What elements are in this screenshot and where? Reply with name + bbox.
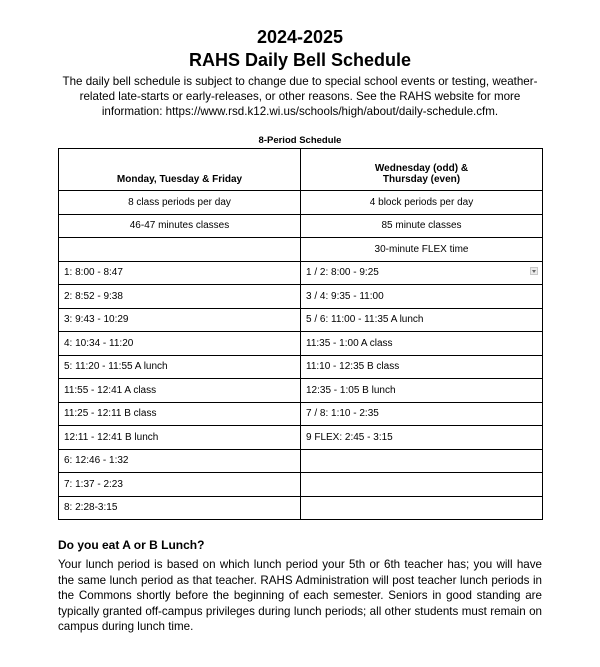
table-row [59, 285, 543, 309]
table-row [59, 238, 543, 262]
cell-wth: 11:35 - 1:00 A class [301, 332, 543, 356]
dropdown-arrow-icon[interactable] [530, 267, 538, 275]
table-header-row [59, 149, 543, 191]
cell-wth: 11:10 - 12:35 B class [301, 355, 543, 379]
table-row [59, 191, 543, 215]
cell-mtf: 46-47 minutes classes [59, 214, 301, 238]
table-caption: 8-Period Schedule [258, 135, 342, 146]
cell-wth: 5 / 6: 11:00 - 11:35 A lunch [301, 308, 543, 332]
cell-mtf [59, 238, 301, 262]
intro-paragraph: The daily bell schedule is subject to change due to special school events or testing, weather-related late-starts or early-releases, or other reasons. See the RAHS website for more information: https://www.rsd.k12.wi.us/schools/high/about/daily-schedule.cfm. [62, 75, 538, 118]
cell-mtf: 8: 2:28-3:15 [59, 496, 301, 520]
cell-wth: 3 / 4: 9:35 - 11:00 [301, 285, 543, 309]
cell-wth: 85 minute classes [301, 214, 543, 238]
cell-mtf: 6: 12:46 - 1:32 [59, 449, 301, 473]
cell-mtf: 11:55 - 12:41 A class [59, 379, 301, 403]
col-header-wth-line1: Wednesday (odd) & [374, 163, 469, 174]
table-row [59, 426, 543, 450]
cell-wth: 7 / 8: 1:10 - 2:35 [301, 402, 543, 426]
cell-mtf: 5: 11:20 - 11:55 A lunch [59, 355, 301, 379]
cell-wth: 9 FLEX: 2:45 - 3:15 [301, 426, 543, 450]
cell-mtf: 3: 9:43 - 10:29 [59, 308, 301, 332]
cell-wth [301, 473, 543, 497]
table-row [59, 308, 543, 332]
cell-mtf: 1: 8:00 - 8:47 [59, 261, 301, 285]
table-row [59, 355, 543, 379]
cell-mtf: 11:25 - 12:11 B class [59, 402, 301, 426]
col-header-wth-line2: Thursday (even) [382, 174, 461, 185]
cell-wth: 12:35 - 1:05 B lunch [301, 379, 543, 403]
cell-wth-text: 1 / 2: 8:00 - 9:25 [306, 267, 379, 279]
table-row [59, 402, 543, 426]
cell-wth: 30-minute FLEX time [301, 238, 543, 262]
cell-mtf: 12:11 - 12:41 B lunch [59, 426, 301, 450]
table-row [59, 473, 543, 497]
cell-wth [301, 261, 543, 285]
col-header-mtf: Monday, Tuesday & Friday [59, 149, 301, 191]
table-row [59, 332, 543, 356]
cell-wth [301, 496, 543, 520]
lunch-section-body: Your lunch period is based on which lunch period your 5th or 6th teacher has; you will have the same lunch period as that teacher. RAHS Administration will post teacher lunch periods in the Commons shortly before the beginning of each semester. Seniors in good standing are typically granted off-campus privileges during lunch periods; all other students must remain on campus during lunch time. [58, 558, 542, 633]
cell-mtf: 2: 8:52 - 9:38 [59, 285, 301, 309]
cell-mtf: 4: 10:34 - 11:20 [59, 332, 301, 356]
table-row [59, 214, 543, 238]
bell-schedule-table [58, 148, 543, 520]
cell-wth: 4 block periods per day [301, 191, 543, 215]
table-row [59, 496, 543, 520]
cell-mtf: 8 class periods per day [59, 191, 301, 215]
lunch-section-heading: Do you eat A or B Lunch? [58, 538, 205, 552]
schedule-year: 2024-2025 [256, 27, 344, 47]
table-row [59, 261, 543, 285]
page-title: RAHS Daily Bell Schedule [188, 50, 412, 70]
table-row [59, 379, 543, 403]
table-row [59, 449, 543, 473]
cell-mtf: 7: 1:37 - 2:23 [59, 473, 301, 497]
cell-wth [301, 449, 543, 473]
col-header-wth [301, 149, 543, 191]
